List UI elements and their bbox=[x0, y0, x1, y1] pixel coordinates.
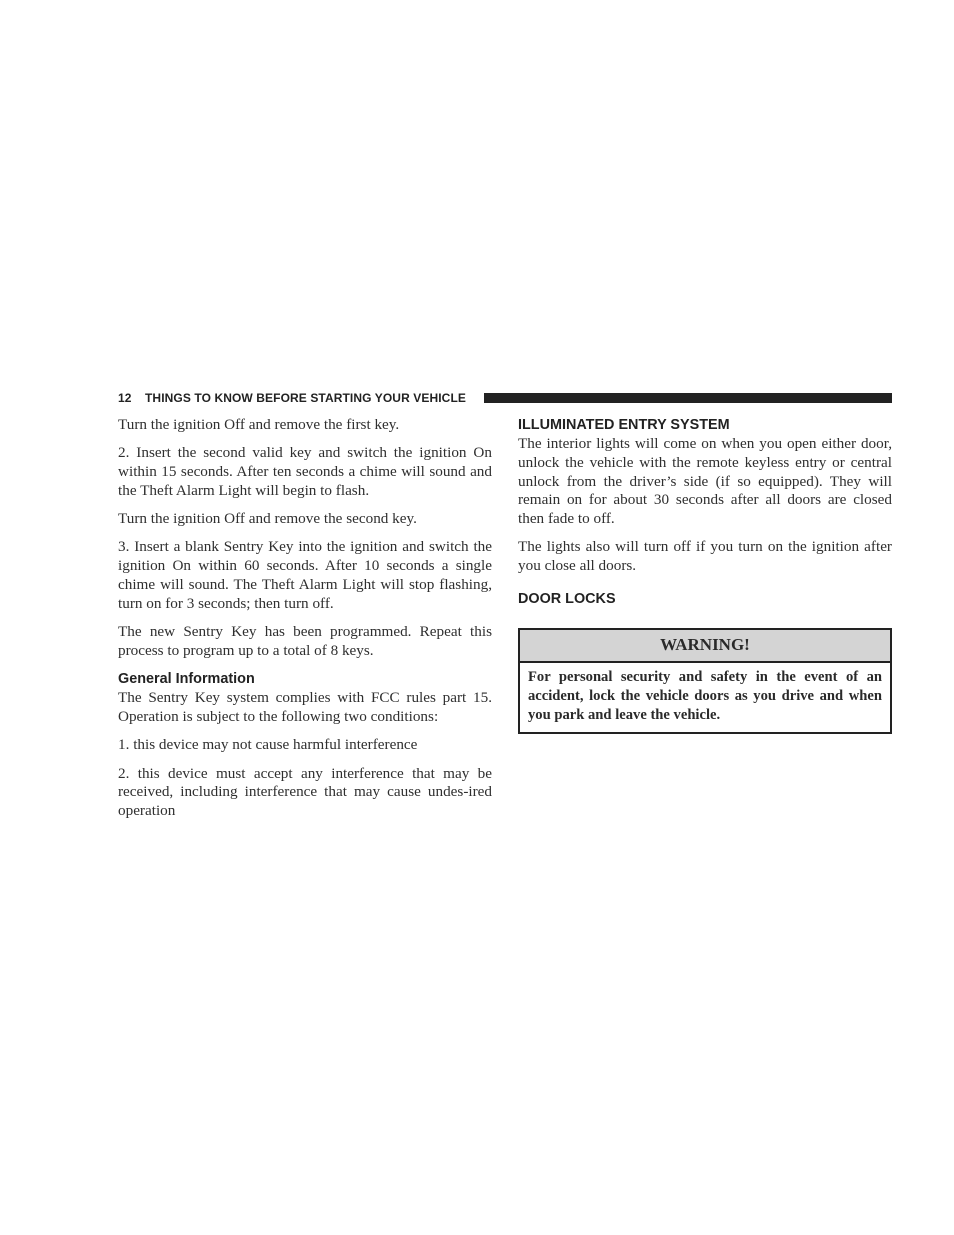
header-rule bbox=[484, 393, 892, 403]
paragraph: 2. Insert the second valid key and switch the ignition On within 15 seconds. After ten seconds a chime will sound and the Theft Alarm Light will begin to flash. bbox=[118, 444, 492, 499]
page-number: 12 bbox=[118, 391, 132, 405]
section-title: THINGS TO KNOW BEFORE STARTING YOUR VEHICLE bbox=[145, 391, 466, 405]
paragraph: 2. this device must accept any interference that may be received, including interference that may cause undes-ired operation bbox=[118, 764, 492, 820]
illuminated-entry-heading: ILLUMINATED ENTRY SYSTEM bbox=[518, 417, 730, 433]
paragraph: Turn the ignition Off and remove the first key. bbox=[118, 416, 400, 433]
paragraph: The lights also will turn off if you turn on the ignition after you close all doors. bbox=[518, 538, 892, 575]
right-column bbox=[518, 416, 892, 609]
warning-box bbox=[518, 628, 892, 734]
page-header bbox=[118, 389, 892, 407]
warning-text: For personal security and safety in the event of an accident, lock the vehicle doors as you drive and when you park and leave the vehicle. bbox=[528, 669, 882, 723]
paragraph: The Sentry Key system complies with FCC rules part 15. Operation is subject to the following two conditions: bbox=[118, 689, 492, 726]
paragraph: 3. Insert a blank Sentry Key into the ignition and switch the ignition On within 60 seconds. After 10 seconds a single chime will sound. The Theft Alarm Light will stop flashing, turn on for 3 seconds; then turn off. bbox=[118, 538, 492, 612]
warning-title: WARNING! bbox=[520, 630, 890, 663]
general-information-heading: General Information bbox=[118, 671, 255, 688]
door-locks-heading: DOOR LOCKS bbox=[518, 591, 616, 608]
paragraph: The new Sentry Key has been programmed. Repeat this process to program up to a total of 8 keys. bbox=[118, 623, 492, 659]
paragraph: 1. this device may not cause harmful interference bbox=[118, 736, 418, 754]
left-column bbox=[118, 416, 492, 831]
paragraph: Turn the ignition Off and remove the second key. bbox=[118, 510, 417, 528]
paragraph: The interior lights will come on when you open either door, unlock the vehicle with the remote keyless entry or central unlock from the driver’s side (if so equipped). They will remain on for about 30 seconds after all doors are closed then fade to off. bbox=[518, 435, 892, 528]
